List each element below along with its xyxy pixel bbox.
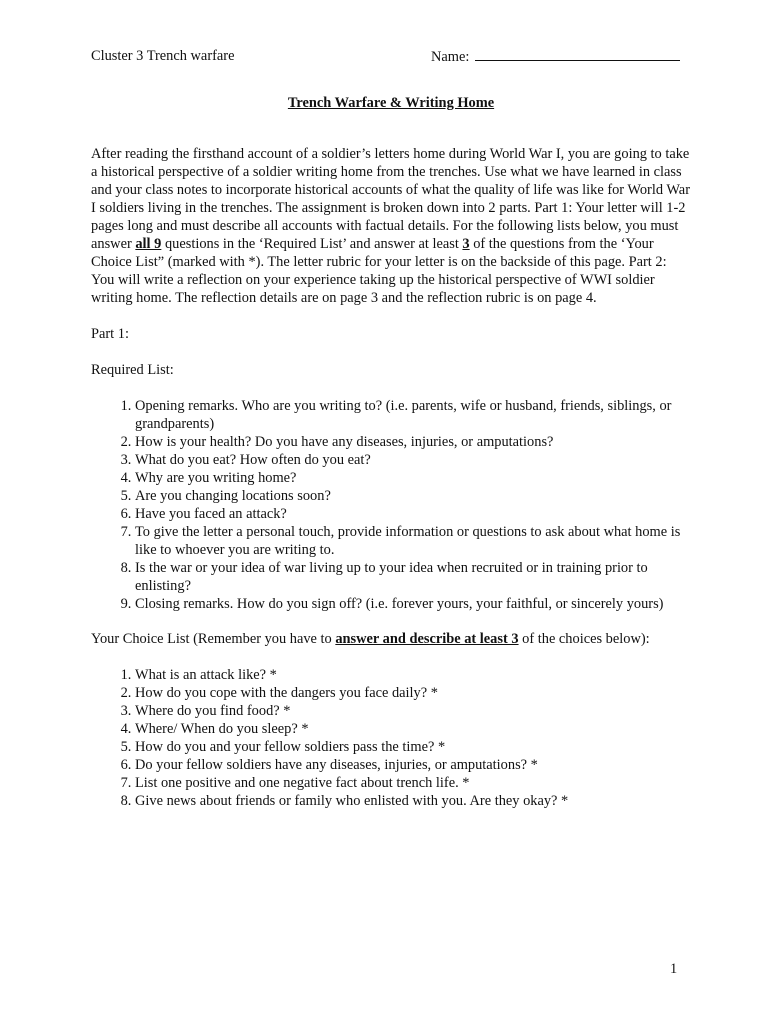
list-item: 7. List one positive and one negative fact about trench life. * [135, 774, 691, 792]
intro-paragraph [91, 145, 691, 307]
intro-emphasis-3: 3 [462, 236, 470, 252]
choice-list-intro [91, 630, 691, 648]
list-item: 7. To give the letter a personal touch, provide information or questions to ask about what home is like to whoever you are writing to. [135, 523, 691, 559]
list-item: 1. Opening remarks. Who are you writing to? (i.e. parents, wife or husband, friends, siblings, or grandparents) [135, 397, 691, 433]
choice-intro-before: Your Choice List (Remember you have to [91, 631, 336, 647]
intro-text-a: After reading the firsthand account of a soldier’s letters home during World War I, you are going to take a historical perspective of a soldier writing home from the trenches. Use what we have learned in class and your class notes to incorporate historical accounts of what the quality of life was like for World War I soldiers living in the trenches. The assignment is broken down into 2 parts. Part 1: Your letter will 1-2 pages long and must describe all accounts with factual details. For the following lists below, you must answer [91, 146, 690, 252]
document-title: Trench Warfare & Writing Home [287, 95, 495, 111]
choice-intro-emphasis: answer and describe at least 3 [335, 631, 519, 647]
choice-intro-after: of the choices below): [518, 631, 650, 647]
name-field [431, 45, 680, 68]
intro-text-c: of the questions from the ‘Your Choice List” (marked with *). The letter rubric for your letter is on the backside of this page. Part 2: You will write a reflection on your experience taking up the historical perspective of WWI soldier writing home. The reflection details are on page 3 and the reflection rubric is on page 4. [91, 236, 667, 306]
list-item: 1. What is an attack like? * [135, 666, 691, 684]
list-item: 3. What do you eat? How often do you eat? [135, 451, 691, 469]
page-number: 1 [670, 961, 678, 977]
list-item: 4. Where/ When do you sleep? * [135, 720, 691, 738]
choice-list [91, 666, 691, 810]
part1-label: Part 1: [91, 326, 129, 342]
document-page [91, 45, 691, 810]
list-item: 4. Why are you writing home? [135, 469, 691, 487]
intro-emphasis-all-9: all 9 [135, 236, 162, 252]
required-list-label: Required List: [91, 362, 174, 378]
list-item: 5. How do you and your fellow soldiers pass the time? * [135, 738, 691, 756]
list-item: 8. Is the war or your idea of war living up to your idea when recruited or in training prior to enlisting? [135, 559, 691, 595]
list-item: 2. How is your health? Do you have any diseases, injuries, or amputations? [135, 433, 691, 451]
list-item: 6. Have you faced an attack? [135, 505, 691, 523]
required-list [91, 397, 691, 613]
name-blank-line [475, 45, 680, 61]
list-item: 9. Closing remarks. How do you sign off? (i.e. forever yours, your faithful, or sincerely yours) [135, 595, 691, 613]
list-item: 8. Give news about friends or family who enlisted with you. Are they okay? * [135, 792, 691, 810]
name-label: Name: [431, 49, 470, 65]
course-label: Cluster 3 Trench warfare [91, 48, 235, 64]
page-header [91, 45, 691, 67]
list-item: 2. How do you cope with the dangers you face daily? * [135, 684, 691, 702]
list-item: 3. Where do you find food? * [135, 702, 691, 720]
list-item: 5. Are you changing locations soon? [135, 487, 691, 505]
intro-text-b: questions in the ‘Required List’ and answer at least [161, 236, 463, 252]
list-item: 6. Do your fellow soldiers have any diseases, injuries, or amputations? * [135, 756, 691, 774]
